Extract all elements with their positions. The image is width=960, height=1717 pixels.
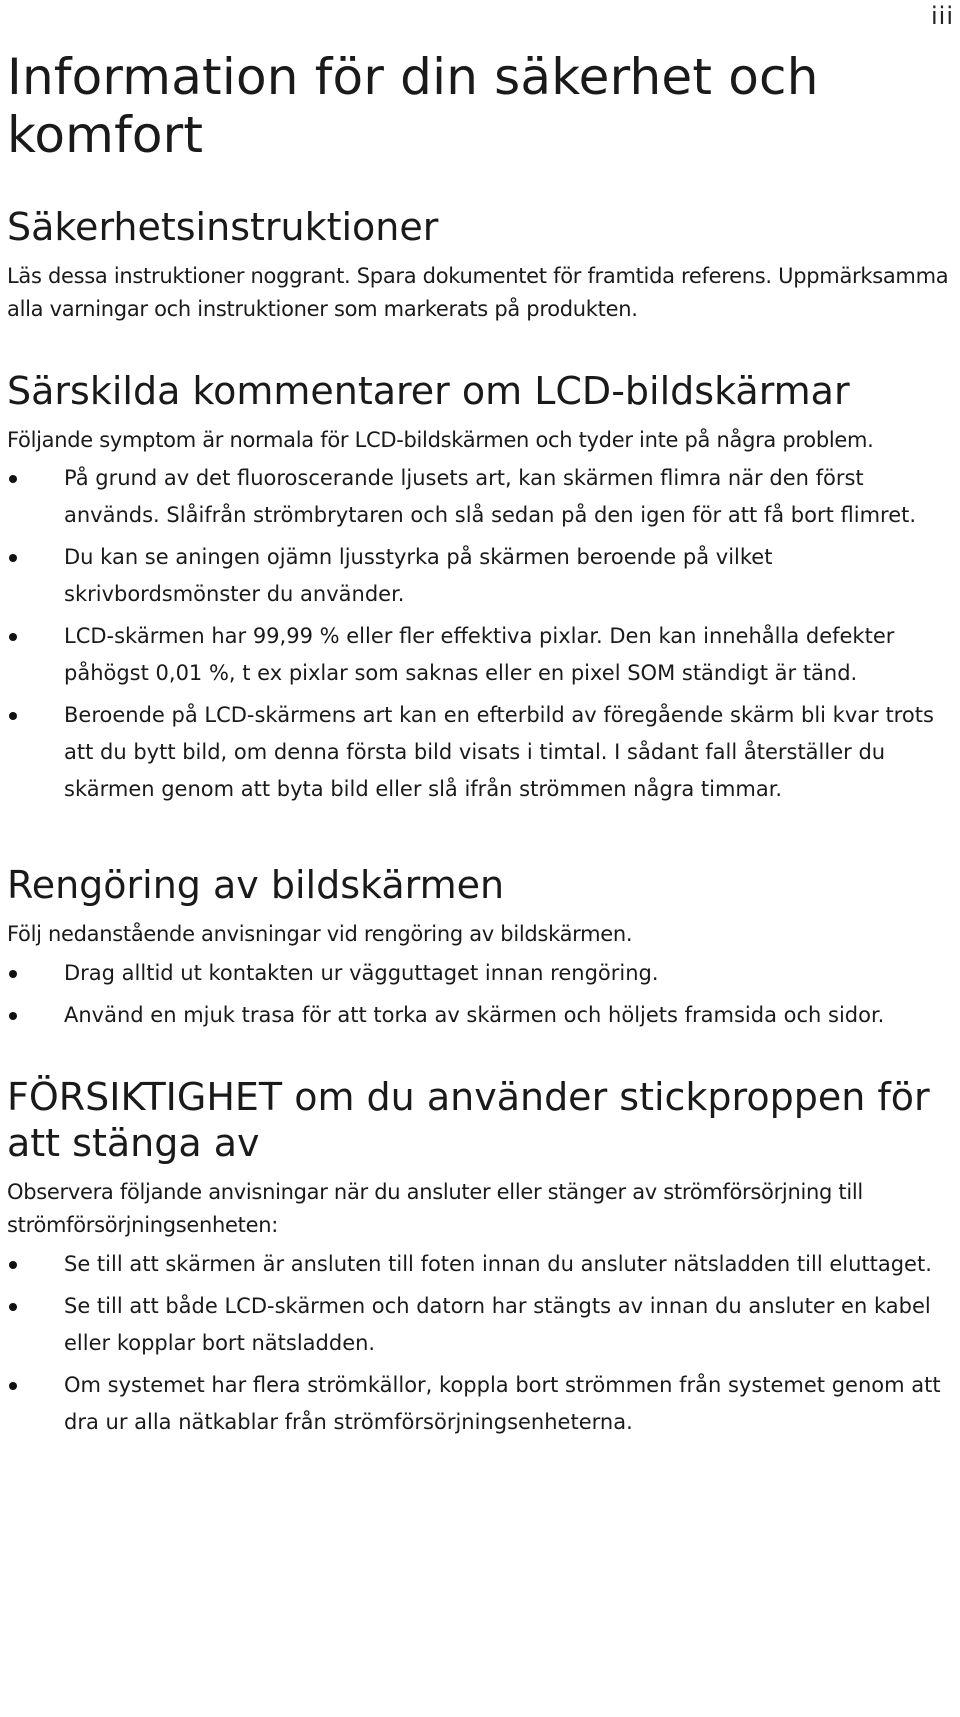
section-lcd-comments xyxy=(7,368,952,808)
list-item xyxy=(7,1288,952,1362)
section-paragraph: Följ nedanstående anvisningar vid rengöring av bildskärmen. xyxy=(7,922,633,946)
page-content xyxy=(7,48,952,1446)
section-heading: Säkerhetsinstruktioner xyxy=(7,205,439,249)
list-item-text: Beroende på LCD-skärmens art kan en efterbild av föregående skärm bli kvar trots att du bytt bild, om denna första bild visats i timtal. I sådant fall återställer du skärmen genom att byta bild eller slå ifrån strömmen några timmar. xyxy=(64,703,934,801)
bullet-icon xyxy=(9,712,17,720)
list-item xyxy=(7,697,952,808)
list-item-text: På grund av det fluoroscerande ljusets art, kan skärmen flimra när den först används. Slåifrån strömbrytaren och slå sedan på den igen för att få bort flimret. xyxy=(64,466,917,527)
list-item-text: Se till att både LCD-skärmen och datorn har stängts av innan du ansluter en kabel eller kopplar bort nätsladden. xyxy=(64,1294,931,1355)
section-heading: FÖRSIKTIGHET om du använder stickproppen för att stänga av xyxy=(7,1075,930,1165)
list-item xyxy=(7,539,952,613)
list-item xyxy=(7,1367,952,1441)
bullet-icon xyxy=(9,1261,17,1269)
list-item xyxy=(7,1246,952,1283)
list-item-text: Använd en mjuk trasa för att torka av skärmen och höljets framsida och sidor. xyxy=(64,1003,885,1027)
bullet-icon xyxy=(9,970,17,978)
section-paragraph: Följande symptom är normala för LCD-bildskärmen och tyder inte på några problem. xyxy=(7,428,874,452)
page-title: Information för din säkerhet och komfort xyxy=(7,48,819,164)
list-item xyxy=(7,460,952,534)
bullet-icon xyxy=(9,1303,17,1311)
section-heading: Särskilda kommentarer om LCD-bildskärmar xyxy=(7,369,850,413)
section-paragraph: Observera följande anvisningar när du ansluter eller stänger av strömförsörjning till strömförsörjningsenheten: xyxy=(7,1180,863,1237)
bullet-icon xyxy=(9,554,17,562)
list-item-text: Drag alltid ut kontakten ur vägguttaget innan rengöring. xyxy=(64,961,659,985)
section-paragraph: Läs dessa instruktioner noggrant. Spara dokumentet för framtida referens. Uppmärksamma alla varningar och instruktioner som markerats på produkten. xyxy=(7,264,949,321)
section-screen-cleaning xyxy=(7,862,952,1034)
section-heading: Rengöring av bildskärmen xyxy=(7,863,505,907)
section-safety-instructions xyxy=(7,204,952,326)
section-caution-plug xyxy=(7,1074,952,1441)
bullet-list xyxy=(7,955,952,1034)
list-item-text: LCD-skärmen har 99,99 % eller fler effektiva pixlar. Den kan innehålla defekter påhögst 0,01 %, t ex pixlar som saknas eller en pixel SOM ständigt är tänd. xyxy=(64,624,895,685)
list-item xyxy=(7,997,952,1034)
bullet-icon xyxy=(9,1012,17,1020)
list-item xyxy=(7,618,952,692)
list-item-text: Om systemet har flera strömkällor, koppla bort strömmen från systemet genom att dra ur alla nätkablar från strömförsörjningsenheterna. xyxy=(64,1373,941,1434)
list-item-text: Se till att skärmen är ansluten till foten innan du ansluter nätsladden till eluttaget. xyxy=(64,1252,932,1276)
bullet-icon xyxy=(9,633,17,641)
list-item xyxy=(7,955,952,992)
bullet-list xyxy=(7,1246,952,1441)
bullet-icon xyxy=(9,475,17,483)
page-number: iii xyxy=(930,2,954,30)
bullet-icon xyxy=(9,1382,17,1390)
bullet-list xyxy=(7,460,952,808)
list-item-text: Du kan se aningen ojämn ljusstyrka på skärmen beroende på vilket skrivbordsmönster du använder. xyxy=(64,545,773,606)
